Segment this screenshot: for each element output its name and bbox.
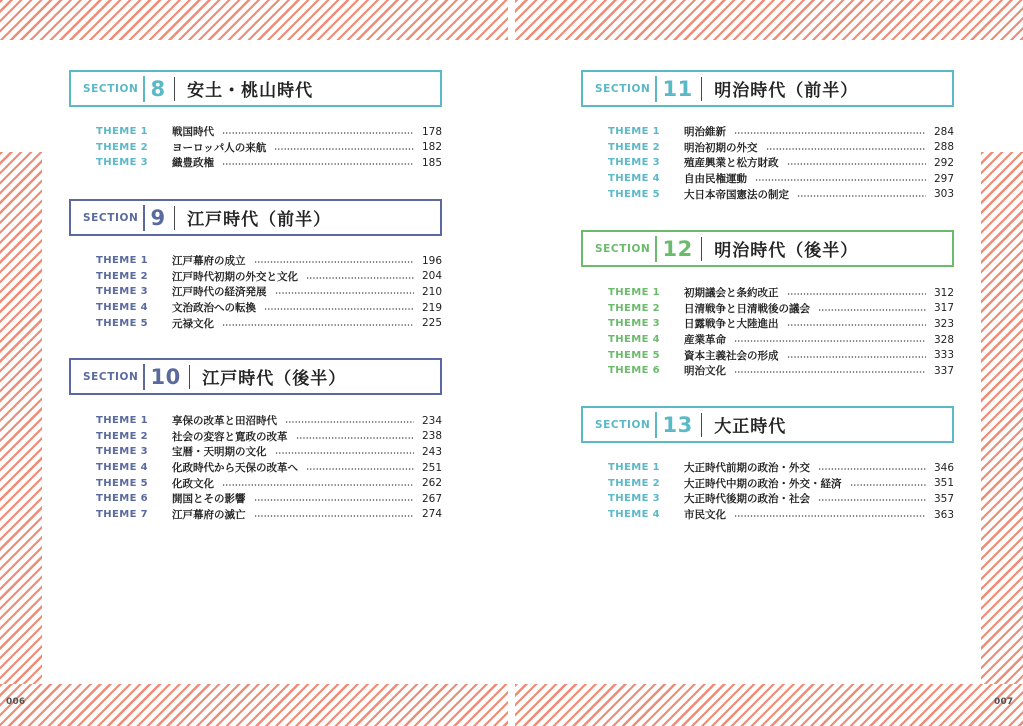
theme-page: 182	[421, 141, 442, 154]
section-number: 12	[662, 236, 693, 261]
theme-label: THEME 1	[608, 462, 661, 474]
theme-row[interactable]	[581, 285, 954, 301]
theme-page: 196	[421, 254, 442, 267]
dot-leader	[296, 437, 415, 439]
theme-row[interactable]	[69, 269, 442, 285]
theme-row[interactable]	[581, 476, 954, 492]
dot-leader	[254, 515, 415, 517]
theme-title: 明治初期の外交	[684, 141, 758, 154]
theme-label: THEME 7	[96, 508, 149, 520]
theme-title: 大正時代前期の政治・外交	[684, 462, 810, 475]
dot-leader	[787, 163, 927, 165]
theme-page: 238	[421, 430, 442, 443]
theme-row[interactable]	[69, 507, 442, 523]
theme-list	[581, 460, 954, 522]
theme-title: 社会の変容と寛政の改革	[172, 430, 288, 443]
theme-row[interactable]	[581, 316, 954, 332]
theme-title: ヨーロッパ人の来航	[172, 141, 267, 154]
theme-title: 資本主義社会の形成	[684, 349, 779, 362]
theme-label: THEME 2	[96, 141, 149, 153]
dot-leader	[787, 356, 927, 358]
theme-label: THEME 6	[608, 365, 661, 377]
dot-leader	[734, 132, 926, 134]
theme-row[interactable]	[69, 300, 442, 316]
theme-row[interactable]	[581, 186, 954, 202]
theme-label: THEME 4	[608, 334, 661, 346]
theme-page: 346	[933, 461, 954, 474]
left-stripe	[0, 152, 42, 726]
theme-row[interactable]	[581, 460, 954, 476]
section-label: SECTION	[595, 418, 651, 431]
section-label: SECTION	[83, 370, 139, 383]
theme-label: THEME 5	[608, 188, 661, 200]
section-12	[581, 230, 954, 379]
theme-title: 開国とその影響	[172, 493, 246, 506]
theme-row[interactable]	[69, 253, 442, 269]
dot-leader	[755, 179, 926, 181]
section-header	[69, 358, 442, 395]
theme-page: 251	[421, 461, 442, 474]
theme-page: 234	[421, 414, 442, 427]
section-number: 13	[662, 412, 693, 437]
section-number: 11	[662, 76, 693, 101]
theme-row[interactable]	[69, 124, 442, 140]
theme-row[interactable]	[581, 124, 954, 140]
theme-title: 大日本帝国憲法の制定	[684, 188, 789, 201]
theme-page: 225	[421, 317, 442, 330]
theme-page: 178	[421, 125, 442, 138]
theme-row[interactable]	[69, 413, 442, 429]
top-stripe-left	[0, 0, 508, 40]
dot-leader	[818, 309, 926, 311]
theme-label: THEME 3	[96, 446, 149, 458]
dot-leader	[306, 468, 414, 470]
theme-title: 日清戦争と日清戦後の議会	[684, 302, 810, 315]
theme-title: 元禄文化	[172, 317, 214, 330]
dot-leader	[766, 148, 927, 150]
theme-page: 219	[421, 301, 442, 314]
theme-title: 江戸幕府の滅亡	[172, 508, 246, 521]
theme-label: THEME 2	[608, 141, 661, 153]
section-number: 8	[150, 76, 166, 101]
section-label: SECTION	[83, 211, 139, 224]
dot-leader	[787, 324, 927, 326]
dot-leader	[797, 195, 926, 197]
theme-label: THEME 1	[608, 126, 661, 138]
theme-label: THEME 3	[608, 318, 661, 330]
theme-label: THEME 1	[96, 415, 149, 427]
theme-page: 303	[933, 188, 954, 201]
theme-label: THEME 3	[96, 286, 149, 298]
theme-row[interactable]	[581, 491, 954, 507]
theme-title: 化政時代から天保の改革へ	[172, 462, 298, 475]
theme-title: 宝暦・天明期の文化	[172, 446, 267, 459]
theme-row[interactable]	[581, 332, 954, 348]
dot-leader	[222, 132, 414, 134]
theme-row[interactable]	[581, 171, 954, 187]
section-number: 10	[150, 364, 181, 389]
dot-leader	[222, 484, 414, 486]
section-title: 江戸時代（前半）	[187, 210, 332, 230]
theme-page: 185	[421, 156, 442, 169]
theme-row[interactable]	[69, 155, 442, 171]
theme-page: 262	[421, 477, 442, 490]
theme-title: 産業革命	[684, 334, 726, 347]
dot-leader	[306, 277, 414, 279]
theme-label: THEME 2	[96, 430, 149, 442]
theme-page: 204	[421, 270, 442, 283]
theme-row[interactable]	[581, 301, 954, 317]
theme-row[interactable]	[69, 491, 442, 507]
theme-title: 江戸幕府の成立	[172, 255, 246, 268]
theme-title: 日露戦争と大陸進出	[684, 318, 779, 331]
center-gutter	[508, 0, 515, 726]
section-number: 9	[150, 205, 166, 230]
theme-page: 312	[933, 286, 954, 299]
theme-row[interactable]	[69, 315, 442, 331]
page-number-right: 007	[994, 697, 1014, 707]
dot-leader	[818, 468, 926, 470]
theme-page: 288	[933, 141, 954, 154]
theme-label: THEME 1	[96, 255, 149, 267]
theme-label: THEME 1	[96, 126, 149, 138]
section-header	[69, 199, 442, 236]
dot-leader	[734, 515, 926, 517]
dot-leader	[285, 421, 414, 423]
theme-label: THEME 5	[96, 477, 149, 489]
theme-page: 243	[421, 445, 442, 458]
theme-row[interactable]	[69, 444, 442, 460]
theme-page: 357	[933, 492, 954, 505]
theme-page: 292	[933, 156, 954, 169]
dot-leader	[734, 371, 926, 373]
theme-row[interactable]	[69, 284, 442, 300]
theme-row[interactable]	[581, 140, 954, 156]
theme-row[interactable]	[69, 475, 442, 491]
theme-title: 明治維新	[684, 126, 726, 139]
theme-row[interactable]	[69, 140, 442, 156]
theme-list	[69, 253, 442, 331]
theme-title: 化政文化	[172, 477, 214, 490]
theme-page: 323	[933, 317, 954, 330]
section-title: 明治時代（後半）	[714, 241, 859, 261]
section-9	[69, 199, 442, 331]
theme-label: THEME 5	[96, 317, 149, 329]
theme-label: THEME 4	[608, 509, 661, 521]
dot-leader	[254, 261, 415, 263]
theme-title: 織豊政権	[172, 157, 214, 170]
bottom-stripe-left	[0, 684, 508, 726]
theme-page: 284	[933, 125, 954, 138]
section-header	[581, 70, 954, 107]
theme-label: THEME 3	[608, 157, 661, 169]
dot-leader	[275, 452, 415, 454]
theme-page: 317	[933, 302, 954, 315]
top-stripe-right	[515, 0, 1023, 40]
section-title: 江戸時代（後半）	[202, 369, 347, 389]
dot-leader	[850, 484, 927, 486]
theme-row[interactable]	[581, 507, 954, 523]
theme-row[interactable]	[69, 460, 442, 476]
theme-row[interactable]	[581, 347, 954, 363]
theme-label: THEME 5	[608, 349, 661, 361]
theme-label: THEME 6	[96, 493, 149, 505]
dot-leader	[264, 308, 414, 310]
section-10	[69, 358, 442, 522]
dot-leader	[734, 340, 926, 342]
theme-list	[581, 124, 954, 202]
theme-label: THEME 4	[96, 302, 149, 314]
theme-title: 戦国時代	[172, 126, 214, 139]
theme-page: 274	[421, 508, 442, 521]
section-header	[581, 406, 954, 443]
theme-page: 363	[933, 508, 954, 521]
dot-leader	[787, 293, 927, 295]
theme-page: 328	[933, 333, 954, 346]
theme-page: 210	[421, 285, 442, 298]
page-number-left: 006	[6, 697, 26, 707]
theme-label: THEME 3	[608, 493, 661, 505]
dot-leader	[222, 324, 414, 326]
theme-title: 自由民権運動	[684, 173, 747, 186]
theme-title: 江戸時代の経済発展	[172, 286, 267, 299]
theme-page: 297	[933, 172, 954, 185]
bottom-stripe-right	[515, 684, 1023, 726]
section-label: SECTION	[595, 242, 651, 255]
section-11	[581, 70, 954, 202]
dot-leader	[274, 148, 414, 150]
section-label: SECTION	[83, 82, 139, 95]
theme-page: 267	[421, 492, 442, 505]
theme-label: THEME 2	[608, 302, 661, 314]
section-title: 明治時代（前半）	[714, 81, 859, 101]
theme-row[interactable]	[581, 363, 954, 379]
theme-title: 文治政治への転換	[172, 302, 256, 315]
theme-label: THEME 2	[608, 477, 661, 489]
theme-list	[69, 413, 442, 522]
section-header	[69, 70, 442, 107]
theme-row[interactable]	[69, 429, 442, 445]
theme-page: 333	[933, 349, 954, 362]
section-title: 安土・桃山時代	[187, 81, 314, 101]
theme-title: 享保の改革と田沼時代	[172, 415, 277, 428]
theme-label: THEME 4	[608, 173, 661, 185]
dot-leader	[222, 163, 414, 165]
theme-title: 殖産興業と松方財政	[684, 157, 779, 170]
section-label: SECTION	[595, 82, 651, 95]
theme-list	[581, 285, 954, 379]
theme-page: 351	[933, 477, 954, 490]
theme-title: 江戸時代初期の外交と文化	[172, 270, 298, 283]
theme-title: 明治文化	[684, 365, 726, 378]
theme-label: THEME 2	[96, 270, 149, 282]
section-8	[69, 70, 442, 171]
theme-label: THEME 1	[608, 287, 661, 299]
theme-title: 市民文化	[684, 509, 726, 522]
theme-title: 大正時代中期の政治・外交・経済	[684, 477, 842, 490]
theme-label: THEME 4	[96, 462, 149, 474]
dot-leader	[254, 499, 415, 501]
theme-page: 337	[933, 364, 954, 377]
theme-list	[69, 124, 442, 171]
theme-row[interactable]	[581, 155, 954, 171]
section-title: 大正時代	[714, 417, 787, 437]
theme-label: THEME 3	[96, 157, 149, 169]
theme-title: 初期議会と条約改正	[684, 287, 779, 300]
dot-leader	[275, 292, 415, 294]
right-stripe	[981, 152, 1023, 726]
theme-title: 大正時代後期の政治・社会	[684, 493, 810, 506]
section-header	[581, 230, 954, 267]
dot-leader	[818, 499, 926, 501]
section-13	[581, 406, 954, 522]
